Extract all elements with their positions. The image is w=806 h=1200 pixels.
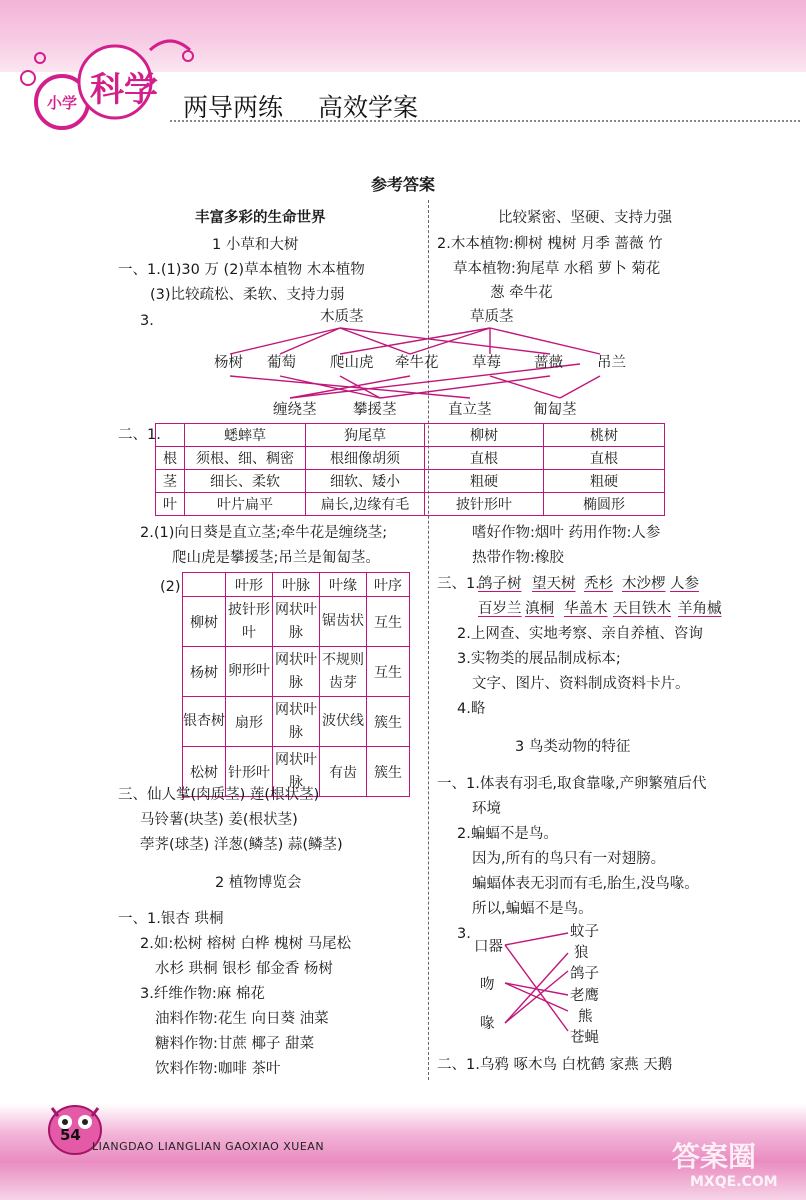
answer-line: 3.纤维作物:麻 棉花 bbox=[140, 986, 265, 1002]
rare-plant: 羊角槭 bbox=[678, 601, 722, 617]
watermark-logo: 答案圈 bbox=[672, 1140, 757, 1173]
table-header: 叶序 bbox=[367, 573, 410, 597]
table-cell: 根 bbox=[156, 447, 185, 470]
bubble-icon bbox=[35, 53, 45, 63]
stem-node: 缠绕茎 bbox=[273, 402, 317, 418]
plant-node: 杨树 bbox=[214, 355, 243, 371]
rare-plant: 滇桐 bbox=[525, 601, 554, 617]
stem-node: 攀援茎 bbox=[353, 402, 397, 418]
table-cell: 须根、细、稠密 bbox=[185, 447, 306, 470]
plant-node: 葡萄 bbox=[267, 355, 296, 371]
bubble-icon bbox=[183, 51, 193, 61]
series-title: 两导两练 bbox=[183, 93, 284, 122]
answer-line: 荸荠(球茎) 洋葱(鳞茎) 蒜(鳞茎) bbox=[140, 837, 343, 853]
table-header: 叶形 bbox=[226, 573, 273, 597]
answer-line: 爬山虎是攀援茎;吊兰是匍匐茎。 bbox=[172, 550, 380, 566]
mouthpart-label: 吻 bbox=[480, 977, 495, 993]
swirl-icon bbox=[150, 41, 190, 50]
answer-line: 葱 牵牛花 bbox=[490, 285, 553, 301]
animal-label: 鸽子 bbox=[570, 966, 599, 982]
table-cell: 网状叶脉 bbox=[273, 597, 320, 647]
table-row bbox=[183, 573, 410, 597]
table-cell: 杨树 bbox=[183, 647, 226, 697]
plant-node: 爬山虎 bbox=[330, 355, 374, 371]
table-cell: 簇生 bbox=[367, 697, 410, 747]
bubble-icon bbox=[21, 71, 35, 85]
header-dotted-line bbox=[170, 120, 800, 122]
answer-line: 2.木本植物:柳树 槐树 月季 蔷薇 竹 bbox=[437, 236, 663, 252]
node-herbaceous-stem: 草质茎 bbox=[470, 309, 514, 325]
table-row bbox=[183, 697, 410, 747]
table-row bbox=[183, 647, 410, 697]
question-number: (2) bbox=[160, 579, 181, 595]
watermark-url: MXQE.COM bbox=[690, 1174, 778, 1190]
badge-big-text: 科学 bbox=[90, 70, 158, 110]
answer-line: 油料作物:花生 向日葵 油菜 bbox=[155, 1011, 329, 1027]
answer-line: 马铃薯(块茎) 姜(根状茎) bbox=[140, 812, 298, 828]
answer-line: 饮料作物:咖啡 茶叶 bbox=[155, 1061, 281, 1077]
animal-label: 狼 bbox=[574, 945, 589, 961]
lesson-title: 1 小草和大树 bbox=[212, 237, 299, 253]
rare-plant: 天目铁木 bbox=[613, 601, 671, 617]
table-row bbox=[156, 424, 665, 447]
rare-plant: 华盖木 bbox=[564, 601, 608, 617]
table-cell: 叶 bbox=[156, 493, 185, 516]
animal-label: 老鹰 bbox=[570, 988, 599, 1004]
lesson-title: 2 植物博览会 bbox=[215, 875, 302, 891]
answer-line: 二、1.乌鸦 啄木鸟 白枕鹤 家燕 天鹅 bbox=[437, 1057, 673, 1073]
stem-node: 直立茎 bbox=[448, 402, 492, 418]
answer-line: 因为,所有的鸟只有一对翅膀。 bbox=[472, 851, 666, 867]
plant-node: 吊兰 bbox=[597, 355, 626, 371]
answer-line: 2.(1)向日葵是直立茎;牵牛花是缠绕茎; bbox=[140, 525, 388, 541]
table-cell: 银杏树 bbox=[183, 697, 226, 747]
table-cell: 细长、柔软 bbox=[185, 470, 306, 493]
rare-plant: 望天树 bbox=[532, 576, 576, 592]
table-header: 桃树 bbox=[544, 424, 665, 447]
table-cell: 针形叶 bbox=[226, 747, 273, 797]
plant-node: 蔷薇 bbox=[534, 355, 563, 371]
answer-line: 2.上网查、实地考察、亲自养植、咨询 bbox=[457, 626, 703, 642]
mouthpart-matching-lines bbox=[500, 925, 580, 1055]
table-cell: 锯齿状 bbox=[320, 597, 367, 647]
badge-small-text: 小学 bbox=[47, 94, 78, 112]
question-number: 二、1. bbox=[118, 427, 161, 443]
table-cell: 松树 bbox=[183, 747, 226, 797]
table-cell: 粗硬 bbox=[425, 470, 544, 493]
table-cell: 柳树 bbox=[183, 597, 226, 647]
table-cell: 扇形 bbox=[226, 697, 273, 747]
table-header: 蟋蟀草 bbox=[185, 424, 306, 447]
table-cell: 椭圆形 bbox=[544, 493, 665, 516]
page-number: 54 bbox=[60, 1126, 81, 1144]
footer-pinyin: LIANGDAO LIANGLIAN GAOXIAO XUEAN bbox=[92, 1140, 325, 1153]
plant-node: 牵牛花 bbox=[395, 355, 439, 371]
animal-label: 苍蝇 bbox=[570, 1030, 599, 1046]
lesson-title: 3 鸟类动物的特征 bbox=[515, 739, 631, 755]
table-row bbox=[156, 447, 665, 470]
table-cell: 互生 bbox=[367, 597, 410, 647]
animal-label: 熊 bbox=[578, 1009, 593, 1025]
answer-line: 文字、图片、资料制成资料卡片。 bbox=[472, 676, 690, 692]
question-number: 3. bbox=[457, 926, 471, 942]
table-header: 叶脉 bbox=[273, 573, 320, 597]
stem-node: 匍匐茎 bbox=[533, 402, 577, 418]
page-title: 参考答案 bbox=[370, 175, 435, 194]
answer-line: 环境 bbox=[472, 801, 501, 817]
section-title: 丰富多彩的生命世界 bbox=[195, 210, 326, 226]
answer-line: 嗜好作物:烟叶 药用作物:人参 bbox=[472, 525, 661, 541]
answer-line: 三、仙人掌(肉质茎) 莲(根状茎) bbox=[118, 787, 320, 803]
table-cell: 细软、矮小 bbox=[306, 470, 425, 493]
answer-line: 比较紧密、坚硬、支持力强 bbox=[498, 210, 672, 226]
table-cell: 波伏线 bbox=[320, 697, 367, 747]
answer-line: 糖料作物:甘蔗 椰子 甜菜 bbox=[155, 1036, 315, 1052]
table-row bbox=[183, 597, 410, 647]
table-cell: 扁长,边缘有毛 bbox=[306, 493, 425, 516]
answer-line: 一、1.银杏 珙桐 bbox=[118, 911, 224, 927]
answer-line: 水杉 珙桐 银杉 郁金香 杨树 bbox=[155, 961, 333, 977]
table-cell: 披针形叶 bbox=[425, 493, 544, 516]
table-cell: 粗硬 bbox=[544, 470, 665, 493]
table-cell: 根细像胡须 bbox=[306, 447, 425, 470]
table-cell: 叶片扁平 bbox=[185, 493, 306, 516]
plant-comparison-table bbox=[155, 423, 665, 516]
table-cell: 直根 bbox=[425, 447, 544, 470]
answer-line: 4.略 bbox=[457, 701, 486, 717]
table-cell bbox=[183, 573, 226, 597]
answer-line: 热带作物:橡胶 bbox=[472, 550, 564, 566]
table-header: 狗尾草 bbox=[306, 424, 425, 447]
answer-line: 2.如:松树 榕树 白桦 槐树 马尾松 bbox=[140, 936, 352, 952]
table-row bbox=[156, 493, 665, 516]
leaf-table bbox=[182, 572, 410, 797]
table-cell bbox=[156, 424, 185, 447]
rare-plant: 秃杉 bbox=[584, 576, 613, 592]
answer-line: (3)比较疏松、柔软、支持力弱 bbox=[150, 287, 345, 303]
answer-line: 蝙蝠体表无羽而有毛,胎生,没鸟喙。 bbox=[472, 876, 699, 892]
table-row bbox=[156, 470, 665, 493]
table-cell: 有齿 bbox=[320, 747, 367, 797]
answer-line: 3.实物类的展品制成标本; bbox=[457, 651, 621, 667]
table-cell: 网状叶脉 bbox=[273, 697, 320, 747]
answer-line: 一、1.体表有羽毛,取食靠喙,产卵繁殖后代 bbox=[437, 776, 707, 792]
answer-line: 草本植物:狗尾草 水稻 萝卜 菊花 bbox=[453, 261, 661, 277]
answer-line: 所以,蝙蝠不是鸟。 bbox=[472, 901, 593, 917]
table-cell: 网状叶脉 bbox=[273, 647, 320, 697]
question-number: 三、1. bbox=[437, 576, 480, 592]
table-cell: 披针形叶 bbox=[226, 597, 273, 647]
rare-plant: 鸽子树 bbox=[478, 576, 522, 592]
mouthpart-label: 口器 bbox=[474, 939, 503, 955]
table-cell: 簇生 bbox=[367, 747, 410, 797]
answer-line: 2.蝙蝠不是鸟。 bbox=[457, 826, 558, 842]
table-cell: 网状叶脉 bbox=[273, 747, 320, 797]
table-cell: 茎 bbox=[156, 470, 185, 493]
table-header: 叶缘 bbox=[320, 573, 367, 597]
rare-plant: 木沙椤 bbox=[622, 576, 666, 592]
plant-node: 草莓 bbox=[472, 355, 501, 371]
table-cell: 不规则齿芽 bbox=[320, 647, 367, 697]
table-cell: 直根 bbox=[544, 447, 665, 470]
question-number: 3. bbox=[140, 313, 154, 329]
mouthpart-label: 喙 bbox=[480, 1016, 495, 1032]
series-subtitle: 高效学案 bbox=[318, 93, 419, 122]
table-header: 柳树 bbox=[425, 424, 544, 447]
table-cell: 互生 bbox=[367, 647, 410, 697]
node-woody-stem: 木质茎 bbox=[320, 309, 364, 325]
animal-label: 蚊子 bbox=[570, 924, 599, 940]
rare-plant: 人参 bbox=[670, 576, 699, 592]
table-cell: 卵形叶 bbox=[226, 647, 273, 697]
rare-plant: 百岁兰 bbox=[478, 601, 522, 617]
answer-line: 一、1.(1)30 万 (2)草本植物 木本植物 bbox=[118, 262, 365, 278]
